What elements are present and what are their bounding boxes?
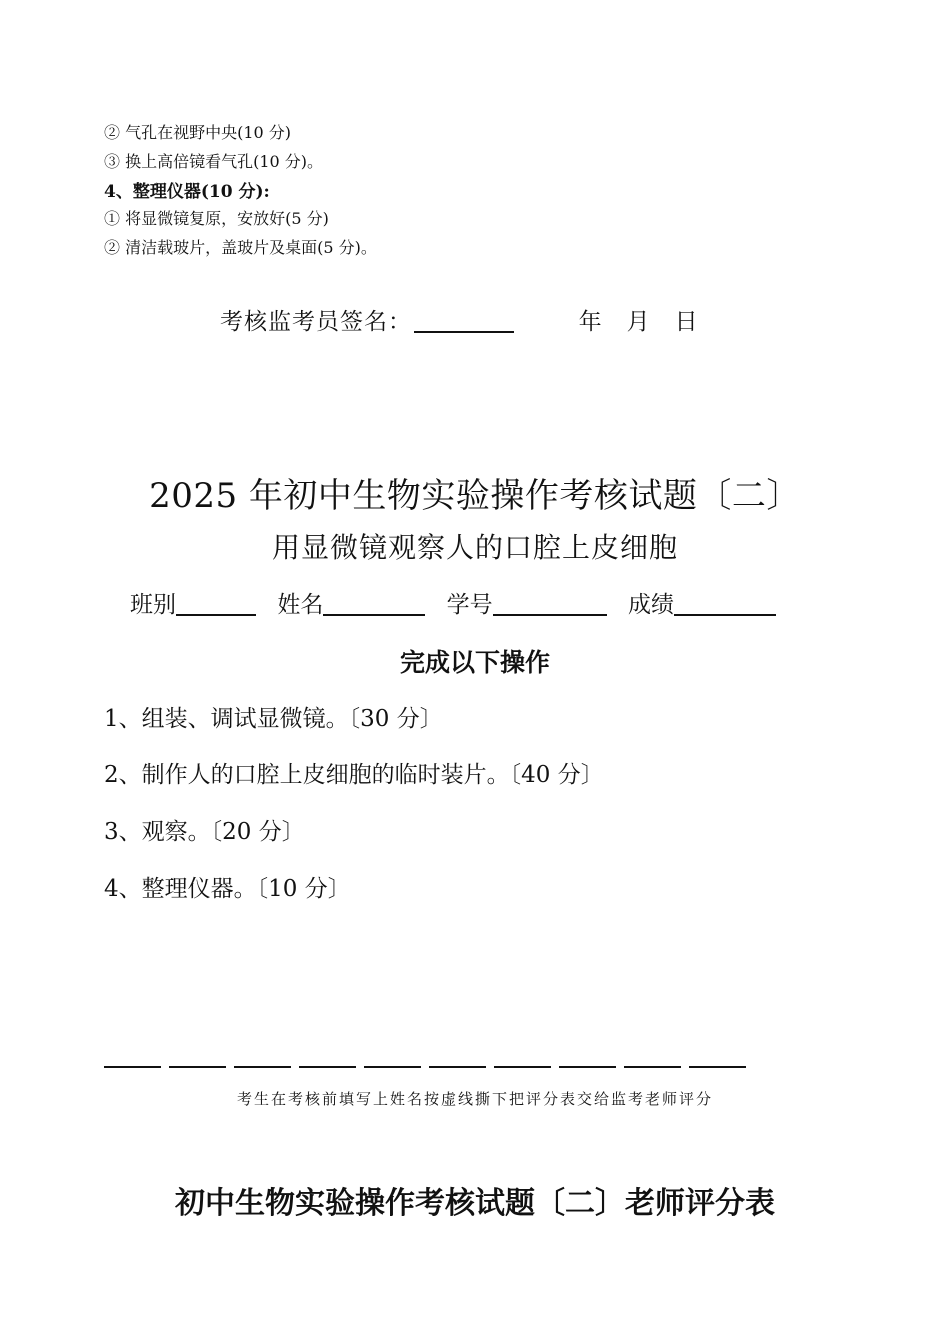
field-label-student-id: 学号: [446, 592, 493, 618]
exam-title: 2025 年初中生物实验操作考核试题〔二〕: [149, 476, 801, 516]
student-info-row: [130, 586, 776, 619]
score-sheet-title: 初中生物实验操作考核试题〔二〕老师评分表: [175, 1186, 775, 1221]
field-blank-class[interactable]: [176, 592, 256, 616]
criteria-item-clean-slides: ② 清洁载玻片，盖玻片及桌面(5 分)。: [104, 238, 377, 257]
tear-off-note: 考生在考核前填写上姓名按虚线撕下把评分表交给监考老师评分: [236, 1090, 713, 1108]
task-make-slide: 2、制作人的口腔上皮细胞的临时装片。〔40 分〕: [104, 762, 604, 788]
field-blank-name[interactable]: [323, 592, 425, 616]
section-heading-tidy-instruments: 4、整理仪器(10 分):: [104, 182, 270, 202]
task-assemble-microscope: 1、组装、调试显微镜。〔30 分〕: [104, 706, 443, 732]
field-blank-student-id[interactable]: [493, 592, 607, 616]
instruction-heading: 完成以下操作: [399, 648, 550, 677]
signature-label: 考核监考员签名：: [220, 309, 412, 335]
field-blank-score[interactable]: [674, 592, 776, 616]
criteria-item-high-power: ③ 换上高倍镜看气孔(10 分)。: [104, 152, 324, 171]
field-label-score: 成绩: [627, 592, 674, 618]
signature-date: 年 月 日: [578, 309, 699, 335]
task-tidy-instruments: 4、整理仪器。〔10 分〕: [104, 876, 351, 902]
criteria-item-stomata-center: ② 气孔在视野中央(10 分): [104, 123, 292, 142]
field-label-name: 姓名: [277, 592, 324, 618]
task-observe: 3、观察。〔20 分〕: [104, 819, 305, 845]
signature-line: [220, 303, 699, 336]
tear-off-dashed-line: [104, 1053, 746, 1072]
criteria-item-restore-microscope: ① 将显微镜复原，安放好(5 分): [104, 209, 329, 228]
signature-blank[interactable]: [414, 311, 514, 333]
field-label-class: 班别: [130, 592, 176, 618]
exam-subtitle: 用显微镜观察人的口腔上皮细胞: [271, 531, 678, 564]
